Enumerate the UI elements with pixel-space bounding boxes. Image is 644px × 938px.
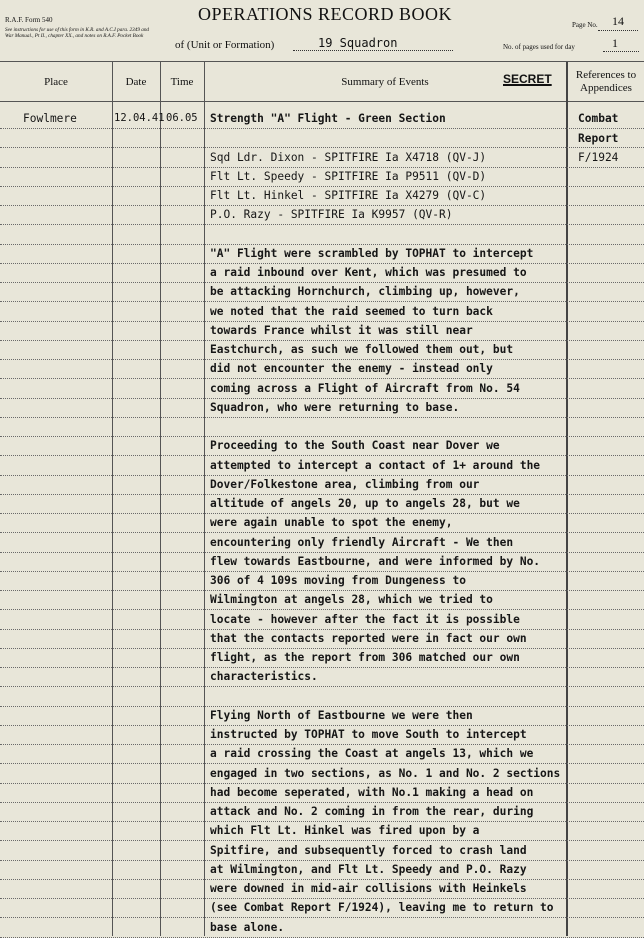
log-line: base alone.: [210, 920, 285, 934]
form-number: R.A.F. Form 540: [5, 16, 53, 24]
entry-time: 06.05: [166, 112, 198, 124]
log-line: did not encounter the enemy - instead only: [210, 362, 493, 376]
ruled-line: [0, 898, 644, 899]
ruled-line: [0, 648, 644, 649]
log-line: Flt Lt. Hinkel - SPITFIRE Ia X4279 (QV-C): [210, 189, 487, 202]
ruled-line: [0, 244, 644, 245]
ruled-line: [0, 917, 644, 918]
column-header-place: Place: [44, 75, 68, 88]
log-line: encountering only friendly Aircraft - We then: [210, 535, 514, 549]
unit-label: of (Unit or Formation): [175, 39, 275, 51]
ruled-line: [0, 552, 644, 553]
reference-line: F/1924: [578, 151, 619, 164]
ruled-line: [0, 205, 644, 206]
log-line: Dover/Folkestone area, climbing from our: [210, 477, 480, 491]
pages-used-dotted-line: [603, 51, 639, 52]
column-header-summary: Summary of Events: [341, 75, 429, 88]
log-line: Flying North of Eastbourne we were then: [210, 708, 473, 722]
log-line: a raid crossing the Coast at angels 13, which we: [210, 747, 534, 761]
log-line: Proceeding to the South Coast near Dover we: [210, 439, 500, 453]
ruled-line: [0, 398, 644, 399]
ruled-line: [0, 937, 644, 938]
ruled-line: [0, 359, 644, 360]
log-line: Wilmington at angels 28, which we tried to: [210, 593, 493, 607]
ruled-line: [0, 128, 644, 129]
log-line: were downed in mid-air collisions with Heinkels: [210, 882, 527, 895]
ruled-line: [0, 629, 644, 630]
log-line: attack and No. 2 coming in from the rear, during: [210, 805, 534, 818]
ruled-line: [0, 378, 644, 379]
ruled-line: [0, 147, 644, 148]
log-line: altitude of angels 20, up to angels 28, but we: [210, 497, 520, 510]
column-divider-place: [112, 62, 113, 936]
log-line: be attacking Hornchurch, climbing up, however,: [210, 285, 520, 299]
page-number-label: Page No.: [572, 21, 598, 29]
ruled-line: [0, 455, 644, 456]
log-line: engaged in two sections, as No. 1 and No. 2 sections: [210, 766, 561, 780]
log-line: locate - however after the fact it is possible: [210, 612, 520, 626]
log-line: were again unable to spot the enemy,: [210, 516, 453, 530]
ruled-line: [0, 340, 644, 341]
secret-stamp: SECRET: [503, 72, 552, 86]
ruled-line: [0, 744, 644, 745]
log-line: at Wilmington, and Flt Lt. Speedy and P.O. Razy: [210, 862, 527, 876]
unit-value: 19 Squadron: [318, 36, 398, 50]
log-line: flight, as the report from 306 matched our own: [210, 651, 520, 664]
log-line: 306 of 4 109s moving from Dungeness to: [210, 574, 466, 587]
pages-used-value: 1: [612, 36, 618, 50]
ruled-line: [0, 263, 644, 264]
ruled-line: [0, 321, 644, 322]
column-divider-date: [160, 62, 161, 936]
ruled-line: [0, 609, 644, 610]
ruled-line: [0, 821, 644, 822]
ruled-line: [0, 860, 644, 861]
entry-date: 12.04.41: [114, 112, 165, 124]
log-line: coming across a Flight of Aircraft from No. 54: [210, 381, 520, 395]
column-header-references: References to Appendices: [575, 69, 637, 94]
reference-line: Combat: [578, 112, 619, 125]
log-line: which Flt Lt. Hinkel was fired upon by a: [210, 824, 480, 838]
ruled-line: [0, 167, 644, 168]
ruled-line: [0, 436, 644, 437]
log-line: attempted to intercept a contact of 1+ around the: [210, 458, 541, 472]
ruled-line: [0, 686, 644, 687]
log-line: characteristics.: [210, 670, 318, 684]
log-line: Squadron, who were returning to base.: [210, 400, 460, 414]
log-line: Strength "A" Flight - Green Section: [210, 112, 446, 125]
ruled-line: [0, 706, 644, 707]
log-line: (see Combat Report F/1924), leaving me to return to: [210, 901, 554, 915]
log-line: P.O. Razy - SPITFIRE Ia K9957 (QV-R): [210, 208, 453, 222]
log-line: "A" Flight were scrambled by TOPHAT to intercept: [210, 246, 534, 260]
ruled-line: [0, 532, 644, 533]
page-number-dotted-line: [598, 30, 638, 31]
ruled-line: [0, 725, 644, 726]
unit-dotted-line: [293, 50, 453, 51]
entry-place: Fowlmere: [23, 112, 77, 125]
ruled-line: [0, 224, 644, 225]
ruled-line: [0, 879, 644, 880]
column-header-date: Date: [125, 75, 147, 88]
ruled-line: [0, 513, 644, 514]
column-divider-time: [204, 62, 205, 936]
log-line: Flt Lt. Speedy - SPITFIRE Ia P9511 (QV-D): [210, 169, 487, 183]
column-divider-summary: [566, 62, 568, 936]
log-line: Sqd Ldr. Dixon - SPITFIRE Ia X4718 (QV-J): [210, 150, 487, 164]
log-line: had become seperated, with No.1 making a head on: [210, 785, 534, 799]
form-instructions: See instructions for use of this form in K.R. and A.C.I para. 2349 and War Manual., Pt II., chapter XX., and notes on R.A.F. Pocket Book: [5, 27, 150, 39]
log-line: Spitfire, and subsequently forced to crash land: [210, 843, 527, 857]
ruled-line: [0, 783, 644, 784]
log-line: that the contacts reported were in fact our own: [210, 631, 527, 645]
ruled-line: [0, 802, 644, 803]
ruled-line: [0, 840, 644, 841]
log-line: instructed by TOPHAT to move South to intercept: [210, 728, 527, 741]
ruled-line: [0, 282, 644, 283]
log-line: flew towards Eastbourne, and were informed by No.: [210, 554, 541, 568]
log-line: towards France whilst it was still near: [210, 323, 473, 337]
log-line: we noted that the raid seemed to turn back: [210, 304, 493, 318]
page-number-value: 14: [612, 14, 624, 28]
reference-line: Report: [578, 132, 619, 145]
ruled-line: [0, 590, 644, 591]
ruled-line: [0, 301, 644, 302]
log-line: a raid inbound over Kent, which was presumed to: [210, 266, 527, 279]
ruled-line: [0, 571, 644, 572]
pages-used-label: No. of pages used for day: [503, 43, 575, 51]
column-header-time: Time: [170, 75, 194, 88]
ruled-line: [0, 186, 644, 187]
ruled-line: [0, 667, 644, 668]
page-title: OPERATIONS RECORD BOOK: [198, 4, 453, 24]
ruled-line: [0, 763, 644, 764]
ruled-line: [0, 417, 644, 418]
ruled-line: [0, 494, 644, 495]
ruled-line: [0, 475, 644, 476]
log-line: Eastchurch, as such we followed them out, but: [210, 343, 514, 356]
